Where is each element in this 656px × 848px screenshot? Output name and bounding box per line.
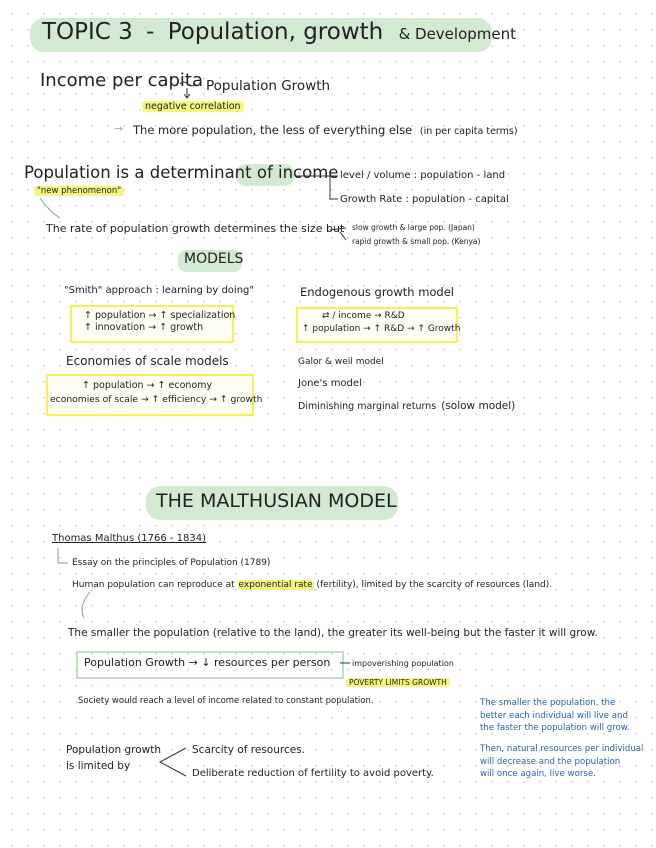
- jones-model: Jone's model: [298, 378, 362, 389]
- topic-development: & Development: [398, 25, 517, 43]
- level-volume: level / volume : population - land: [340, 170, 506, 181]
- income-connector: [180, 82, 196, 98]
- endogenous-line-2: ↑ population → ↑ R&D → ↑ Growth: [302, 324, 461, 334]
- impoverishing: impoverishing population: [352, 659, 454, 668]
- malthus-title: THE MALTHUSIAN MODEL: [156, 490, 397, 512]
- determinant-branch: [296, 176, 338, 199]
- rate-branch: [330, 228, 346, 240]
- smith-line-2: ↑ innovation → ↑ growth: [84, 322, 204, 333]
- determinant-curve: [40, 198, 60, 218]
- blue-note-1-line: the faster the population will grow.: [480, 723, 630, 733]
- blue-note-2-line: will once again, live worse.: [480, 769, 596, 779]
- society-note: Society would reach a level of income related to constant population.: [78, 696, 374, 706]
- economies-line-2: economies of scale → ↑ efficiency → ↑ growth: [50, 394, 263, 405]
- topic-subject: Population, growth: [167, 19, 384, 45]
- negative-correlation: negative correlation: [142, 101, 244, 112]
- blue-note-2-line: will decrease and the population: [480, 756, 621, 767]
- scarcity-resources: Scarcity of resources.: [192, 744, 305, 756]
- more-arrow: →: [114, 122, 124, 135]
- smith-approach: "Smith" approach : learning by doing": [64, 285, 254, 296]
- rapid-growth: rapid growth & small pop. (Kenya): [352, 237, 481, 246]
- smaller-population: The smaller the population (relative to the land), the greater its well-being but the faster it will grow.: [68, 627, 598, 639]
- growth-rate: Growth Rate : population - capital: [340, 194, 509, 205]
- blue-note-1-line: better each individual will live and: [480, 710, 628, 721]
- topic-number: TOPIC 3: [42, 19, 133, 45]
- smith-line-1: ↑ population → ↑ specialization: [84, 310, 236, 321]
- essay-principles: Essay on the principles of Population (1789): [72, 558, 271, 568]
- endogenous-line-1: ⇄ / income → R&D: [322, 311, 405, 321]
- new-phenomenon: "new phenomenon": [34, 186, 124, 196]
- per-capita-terms: (in per capita terms): [419, 126, 518, 137]
- topic-dash: -: [146, 19, 155, 45]
- limited-line-1: Population growth: [66, 744, 162, 756]
- thomas-malthus: Thomas Malthus (1766 - 1834): [52, 533, 207, 544]
- human-connector: [82, 592, 90, 618]
- economies-scale-models: Economies of scale models: [66, 354, 229, 368]
- economies-line-1: ↑ population → ↑ economy: [82, 380, 213, 391]
- limited-line-2: is limited by: [66, 760, 131, 772]
- galor-weil: Galor & weil model: [298, 357, 384, 367]
- limited-bracket: [160, 748, 186, 776]
- endogenous-model: Endogenous growth model: [300, 285, 455, 299]
- exponential-rate: exponential rate: [238, 580, 313, 590]
- blue-note-1-line: The smaller the population, the: [480, 698, 616, 708]
- growth-box-text: Population Growth → ↓ resources per person: [84, 656, 331, 669]
- rate-determines: The rate of population growth determines the size but: [46, 222, 345, 235]
- diminishing-text: Diminishing marginal returns: [298, 401, 437, 412]
- blue-note-2-line: Then, natural resources per individual: [480, 744, 644, 754]
- human-text-a: Human population can reproduce at: [72, 580, 235, 590]
- essay-connector: [58, 548, 68, 563]
- deliberate-reduction: Deliberate reduction of fertility to avoid poverty.: [192, 768, 434, 779]
- more-population-text: The more population, the less of everything else: [133, 123, 413, 137]
- models-title: MODELS: [184, 251, 244, 267]
- poverty-limits-growth: POVERTY LIMITS GROWTH: [346, 678, 450, 687]
- population-growth-label: Population Growth: [206, 78, 331, 94]
- slow-growth: slow growth & large pop. (Japan): [352, 223, 475, 232]
- income-per-capita: Income per capita: [40, 70, 204, 91]
- solow-model: (solow model): [441, 400, 516, 412]
- determinant-title: Population is a determinant of income: [24, 163, 339, 182]
- human-text-b: (fertility), limited by the scarcity of resources (land).: [316, 580, 553, 590]
